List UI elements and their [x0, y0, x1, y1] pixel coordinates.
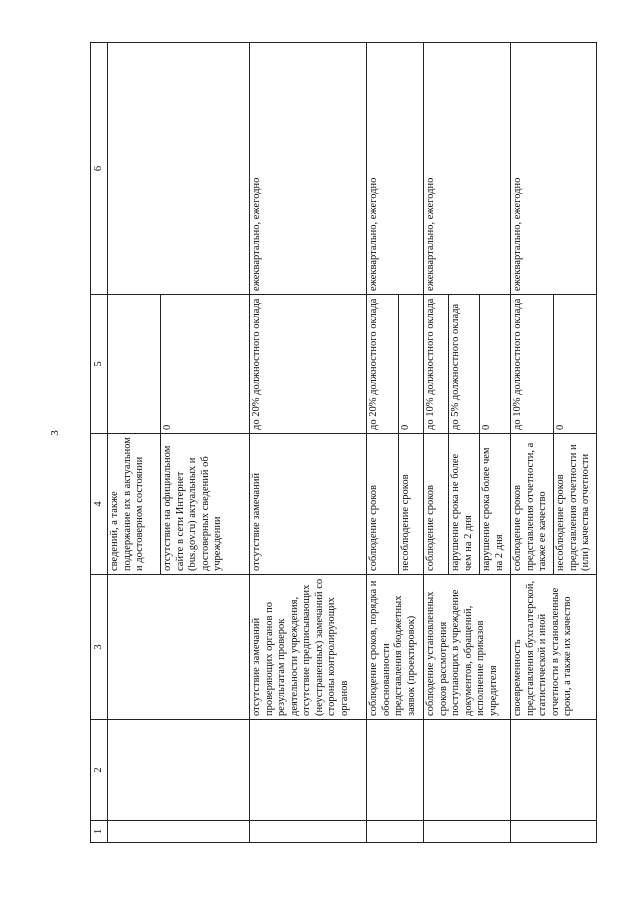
frequency-cell: ежеквартально, ежегодно	[511, 43, 597, 295]
condition-cell: несоблюдение сроков представления отчетности и (или) качества отчетности	[554, 434, 597, 575]
number-cell	[424, 821, 511, 843]
criterion-cell: соблюдение сроков, порядка и обоснованности представления бюджетных заявок (проектировок)	[367, 575, 424, 720]
position-cell	[511, 720, 597, 821]
criterion-cell: отсутствие замечаний проверяющих органов по результатам проверок деятельности учреждения, отсутствие предписывающих (неустраненных) замечаний со стороны контролирующих органов	[250, 575, 367, 720]
criteria-table	[90, 42, 597, 843]
position-cell	[367, 720, 424, 821]
table-row	[424, 43, 449, 843]
number-cell	[511, 821, 597, 843]
amount-cell: до 20% должностного оклада	[367, 295, 399, 434]
position-cell	[250, 720, 367, 821]
table-row	[511, 43, 554, 843]
condition-cell: нарушение срока более чем на 2 дня	[480, 434, 511, 575]
column-number-3: 3	[91, 575, 108, 720]
number-cell	[367, 821, 424, 843]
position-cell	[424, 720, 511, 821]
condition-cell: соблюдение сроков	[367, 434, 399, 575]
table-row	[250, 43, 367, 843]
condition-cell: сведений, а также поддержание их в актуальном и достоверном состоянии	[108, 434, 161, 575]
condition-cell: соблюдение сроков представления отчетности, а также ее качество	[511, 434, 554, 575]
amount-cell: до 10% должностного оклада	[424, 295, 449, 434]
amount-cell: до 10% должностного оклада	[511, 295, 554, 434]
criterion-cell: своевременность представления бухгалтерской, статистической и иной отчетности в установленные сроки, а также их качество	[511, 575, 597, 720]
condition-cell: несоблюдение сроков	[399, 434, 424, 575]
frequency-cell: ежеквартально, ежегодно	[250, 43, 367, 295]
amount-cell: 0	[554, 295, 597, 434]
table-row	[367, 43, 399, 843]
page-number: 3	[49, 430, 61, 436]
amount-cell: 0	[161, 295, 250, 434]
condition-cell: отсутствие на официальном сайте в сети Интернет (bus.gov.ru) актуальных и достоверных сведений об учреждении	[161, 434, 250, 575]
amount-cell: до 5% должностного оклада	[449, 295, 480, 434]
amount-cell: до 20% должностного оклада	[250, 295, 367, 434]
condition-cell: нарушение срока не более чем на 2 дня	[449, 434, 480, 575]
column-number-6: 6	[91, 43, 108, 295]
criterion-cell: соблюдение установленных сроков рассмотрения поступающих в учреждение документов, обращений, исполнение приказов учредителя	[424, 575, 511, 720]
frequency-cell: ежеквартально, ежегодно	[367, 43, 424, 295]
amount-cell: 0	[399, 295, 424, 434]
column-number-2: 2	[91, 720, 108, 821]
number-cell	[108, 821, 250, 843]
column-number-4: 4	[91, 434, 108, 575]
table-row	[108, 43, 161, 843]
column-number-row	[91, 43, 108, 843]
number-cell	[250, 821, 367, 843]
condition-cell: отсутствие замечаний	[250, 434, 367, 575]
condition-cell: соблюдение сроков	[424, 434, 449, 575]
column-number-5: 5	[91, 295, 108, 434]
frequency-cell	[108, 43, 250, 295]
amount-cell	[108, 295, 161, 434]
frequency-cell: ежеквартально, ежегодно	[424, 43, 511, 295]
column-number-1: 1	[91, 821, 108, 843]
criterion-cell	[108, 575, 250, 720]
amount-cell: 0	[480, 295, 511, 434]
position-cell	[108, 720, 250, 821]
